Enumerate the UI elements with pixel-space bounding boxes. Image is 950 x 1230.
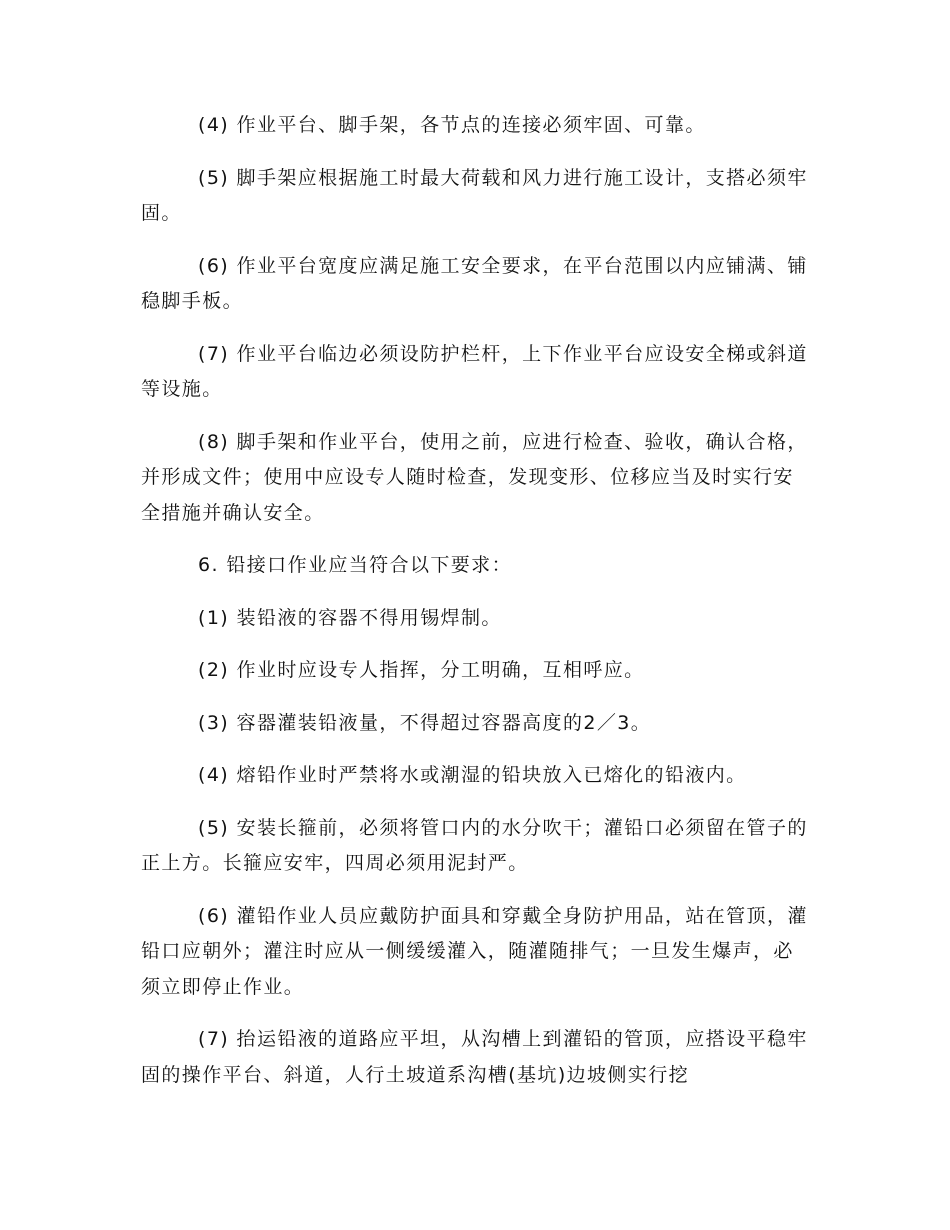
section-heading-lead-joint: 6. 铅接口作业应当符合以下要求： — [198, 554, 512, 576]
paragraph-lead-item-6: (6) 灌铅作业人员应戴防护面具和穿戴全身防护用品，站在管顶，灌铅口应朝外；灌注时应从一侧缓缓灌入，随灌随排气；一旦发生爆声，必须立即停止作业。 — [141, 904, 808, 998]
paragraph-scaffold-item-7: (7) 作业平台临边必须设防护栏杆，上下作业平台应设安全梯或斜道等设施。 — [141, 342, 808, 400]
paragraph-scaffold-item-5: (5) 脚手架应根据施工时最大荷载和风力进行施工设计，支搭必须牢固。 — [141, 166, 808, 224]
paragraph-lead-item-7: (7) 抬运铅液的道路应平坦，从沟槽上到灌铅的管顶，应搭设平稳牢固的操作平台、斜道，人行土坡道系沟槽(基坑)边坡侧实行挖 — [141, 1028, 808, 1086]
paragraph-scaffold-item-6: (6) 作业平台宽度应满足施工安全要求，在平台范围以内应铺满、铺稳脚手板。 — [141, 254, 808, 312]
paragraph-lead-item-2: (2) 作业时应设专人指挥，分工明确，互相呼应。 — [198, 659, 645, 681]
paragraph-lead-item-4: (4) 熔铅作业时严禁将水或潮湿的铅块放入已熔化的铅液内。 — [198, 764, 747, 786]
document-body — [141, 108, 811, 1110]
paragraph-lead-item-3: (3) 容器灌装铅液量，不得超过容器高度的2／3。 — [198, 711, 652, 734]
paragraph-lead-item-1: (1) 装铅液的容器不得用锡焊制。 — [198, 606, 502, 629]
paragraph-lead-item-5: (5) 安装长箍前，必须将管口内的水分吹干；灌铅口必须留在管子的正上方。长箍应安牢，四周必须用泥封严。 — [141, 816, 808, 874]
paragraph-scaffold-item-4: (4) 作业平台、脚手架，各节点的连接必须牢固、可靠。 — [198, 114, 706, 136]
paragraph-scaffold-item-8: (8) 脚手架和作业平台，使用之前，应进行检查、验收，确认合格，并形成文件；使用中应设专人随时检查，发现变形、位移应当及时实行安全措施并确认安全。 — [141, 430, 808, 524]
